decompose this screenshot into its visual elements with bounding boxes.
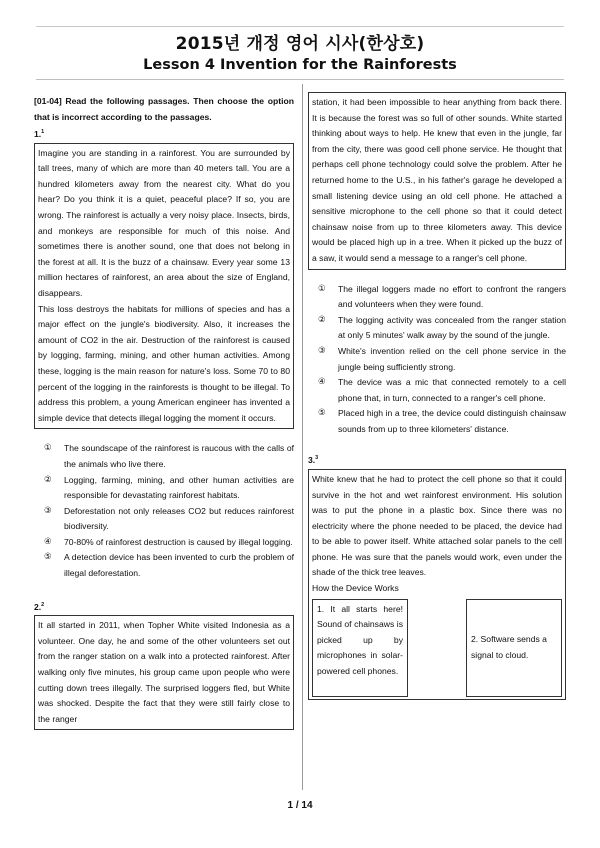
document-header [0, 33, 600, 75]
question-3-passage: White knew that he had to protect the cell phone so that it could survive in the hot and wet rainforest environment. His solution was to put the phone in a plastic box. Since there was no electricity where the phone needed to be placed, the device had to be able to power itself. White attached solar panels to the cell phone. He was sure that the panels would work, even under the shade of the thick tree leaves. How the Device Works 1. It all starts here! Sound of chainsaws is picked up by microphones in solar-powered cell phones. 2. Software sends a signal to cloud. [308, 469, 566, 700]
option-3[interactable]: ③ Deforestation not only releases CO2 but reduces rainforest biodiversity. [44, 505, 294, 532]
top-rule [36, 26, 564, 27]
option-5[interactable]: ⑤ Placed high in a tree, the device could distinguish chainsaw sounds from up to three kilometers' distance. [318, 408, 566, 434]
device-flow-diagram [312, 599, 562, 697]
option-3[interactable]: ③ White's invention relied on the cell phone service in the jungle being sufficiently strong. [318, 345, 566, 372]
option-1[interactable]: ① The illegal loggers made no effort to confront the rangers and volunteers when they were found. [318, 283, 566, 310]
option-1[interactable]: ① The soundscape of the rainforest is raucous with the calls of the animals who live there. [44, 443, 294, 469]
right-column [308, 94, 566, 700]
question-2-passage-part-1: It all started in 2011, when Topher White visited Indonesia as a volunteer. One day, he and some of the other volunteers set out from the ranger station on a walk into a protected rainforest. After walking only five minutes, his group came upon people who were cutting down trees illegally. The surprised loggers fled, but White was shocked. Despite the fact that they were still fairly close to the ranger [34, 615, 294, 730]
option-4[interactable]: ④ The device was a mic that connected remotely to a cell phone that, in turn, connected to a ranger's cell phone. [318, 377, 566, 403]
question-1-passage [34, 143, 294, 430]
question-2-options [308, 282, 566, 438]
diagram-title: How the Device Works [312, 583, 399, 594]
header-rule [36, 79, 564, 80]
option-2[interactable]: ② The logging activity was concealed from the ranger station at only 5 minutes' walk away by the sound of the jungle. [318, 314, 566, 341]
question-1-number: 1.$^1$ [34, 129, 45, 140]
passage-paragraph: Imagine you are standing in a rainforest. You are surrounded by tall trees, many of which are more than 40 meters tall. You are a hundred kilometers away from the nearest city. What do you hear? Do you think it is a quiet, peaceful place? If so, you are wrong. The rainforest is actually a very noisy place. Insects, birds, and monkeys are responsible for much of this noise. And sometimes there is another sound, one that does not belong in the forest at all. It is the buzz of a chainsaw. Every year some 13 million hectares of rainforest, an area about the size of England, disappears. [38, 147, 290, 298]
passage-paragraph: This loss destroys the habitats for millions of species and has a major effect on the jungle's biodiversity. Also, it increases the amount of CO2 in the air. Destruction of the rainforest is caused by logging, farming, mining, and other human activities. Among these, logging is the main reason for nature's loss. Some 70 to 80 percent of the logging in the rainforests is thought to be illegal. To address this problem, a young American engineer has invented a simple device that detects illegal logging the moment it occurs. [38, 303, 290, 423]
option-4[interactable]: ④ 70-80% of rainforest destruction is caused by illegal logging. [44, 536, 293, 547]
column-divider [302, 84, 303, 790]
option-5[interactable]: ⑤ A detection device has been invented to curb the problem of illegal deforestation. [44, 552, 294, 579]
option-2[interactable]: ② Logging, farming, mining, and other human activities are responsible for devastating rainforest habitats. [44, 474, 294, 501]
question-2-passage-part-2: station, it had been impossible to hear anything from back there. It is because the forest was so full of other sounds. White started thinking about ways to help. He knew that even in the jungle, far from the city, there was good cell phone service. He thought that perhaps cell phone technology could solve the problem. After he returned home to the U.S., in his father's garage he developed a small listening device using an old cell phone. He attached a sensitive microphone to the cell phone so that it could detect chainsaw noise from up to three kilometers away. This device would be placed high up in a tree. When it picked up the buzz of a saw, it would send a message to a ranger's cell phone. [308, 92, 566, 270]
left-column [34, 94, 294, 730]
question-2-number: 2.$^2$ [34, 601, 45, 612]
question-1-options [34, 441, 294, 581]
flow-step-2: 2. Software sends a signal to cloud. [466, 599, 562, 697]
lesson-title: Lesson 4 Invention for the Rainforests [143, 57, 457, 73]
page-number: 1 / 14 [287, 800, 313, 811]
question-3-number: 3.$^3$ [308, 455, 319, 466]
instructions: [01-04] Read the following passages. Then choose the option that is incorrect according to the passages. [34, 96, 294, 122]
document-title: 2015년 개정 영어 시사(한상호) [175, 34, 425, 54]
flow-step-1: 1. It all starts here! Sound of chainsaws is picked up by microphones in solar-powered cell phones. [312, 599, 408, 697]
